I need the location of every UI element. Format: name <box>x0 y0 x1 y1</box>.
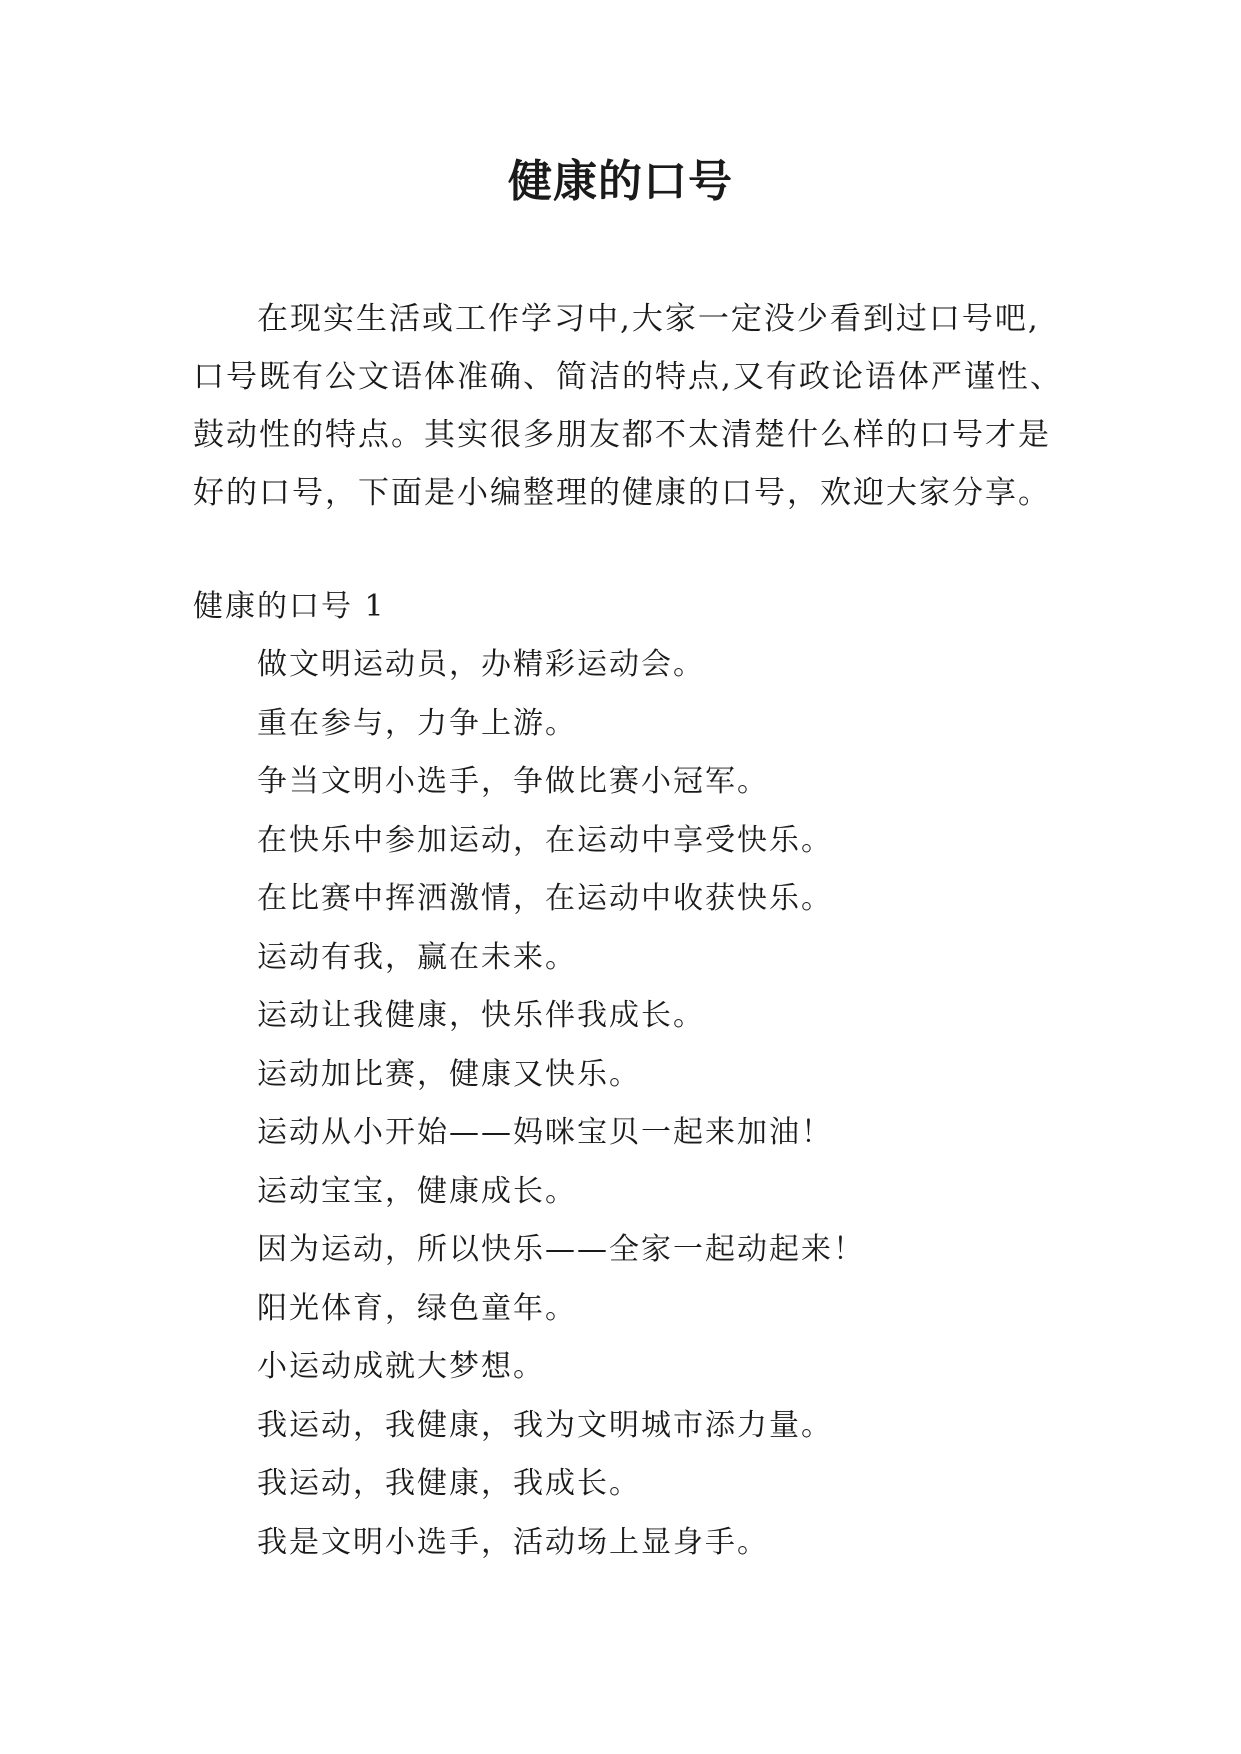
slogan-item: 运动从小开始——妈咪宝贝一起来加油！ <box>257 1115 833 1150</box>
document-title: 健康的口号 <box>508 156 733 207</box>
slogan-item: 我运动，我健康，我成长。 <box>257 1466 641 1501</box>
slogan-item: 运动宝宝，健康成长。 <box>257 1173 577 1209</box>
slogan-item: 在比赛中挥洒激情，在运动中收获快乐。 <box>257 881 833 916</box>
slogan-item: 争当文明小选手，争做比赛小冠军。 <box>257 764 769 799</box>
intro-line: 好的口号，下面是小编整理的健康的口号，欢迎大家分享。 <box>193 475 1051 511</box>
intro-line: 口号既有公文语体准确、简洁的特点,又有政论语体严谨性、 <box>193 359 1063 395</box>
slogan-list <box>257 636 865 1572</box>
slogan-item: 在快乐中参加运动，在运动中享受快乐。 <box>257 822 833 858</box>
slogan-item: 阳光体育，绿色童年。 <box>257 1290 577 1326</box>
intro-paragraph <box>193 290 1073 522</box>
slogan-item: 运动让我健康，快乐伴我成长。 <box>257 998 705 1033</box>
slogan-item: 因为运动，所以快乐——全家一起动起来！ <box>257 1232 865 1267</box>
intro-line: 在现实生活或工作学习中,大家一定没少看到过口号吧, <box>257 301 1040 337</box>
slogan-item: 我运动，我健康，我为文明城市添力量。 <box>257 1407 833 1443</box>
slogan-item: 运动有我，赢在未来。 <box>257 939 577 975</box>
slogan-item: 重在参与，力争上游。 <box>257 705 577 741</box>
section-heading: 健康的口号 1 <box>193 589 386 624</box>
slogan-item: 小运动成就大梦想。 <box>257 1349 545 1384</box>
slogan-item: 做文明运动员，办精彩运动会。 <box>257 647 705 682</box>
slogan-item: 我是文明小选手，活动场上显身手。 <box>257 1524 769 1560</box>
slogan-item: 运动加比赛，健康又快乐。 <box>257 1056 641 1092</box>
intro-line: 鼓动性的特点。其实很多朋友都不太清楚什么样的口号才是 <box>193 417 1051 453</box>
